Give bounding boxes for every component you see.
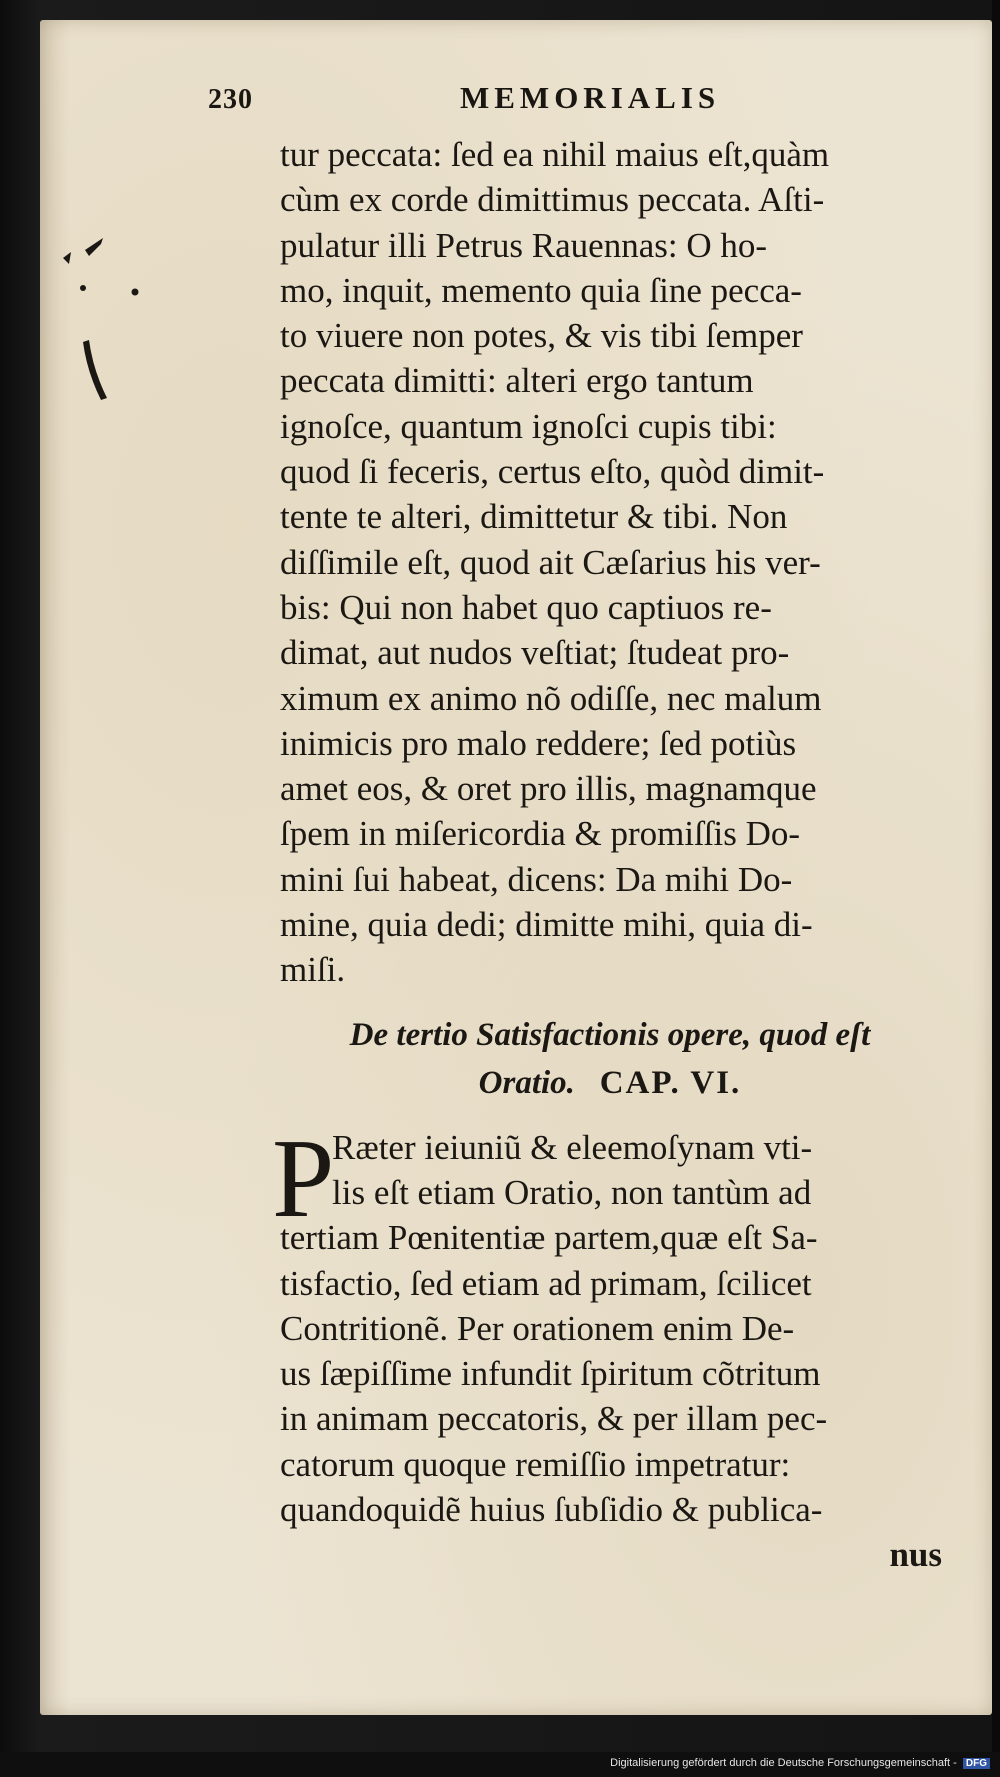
drop-cap: P (272, 1116, 335, 1241)
text-line: catorum quoque remiſſio impetratur: (280, 1444, 791, 1484)
text-line: mine, quia dedi; dimitte mihi, quia di- (280, 905, 813, 945)
text-line: tente te alteri, dimittetur & tibi. Non (280, 497, 788, 537)
text-line: tertiam Pœnitentiæ partem,quæ eſt Sa- (280, 1218, 818, 1258)
text-line: bis: Qui non habet quo captiuos re- (280, 587, 772, 627)
text-line: inimicis pro malo reddere; ſed potiùs (280, 723, 797, 763)
text-line: quandoquidẽ huius ſubſidio & publica- (280, 1490, 823, 1530)
text-line: to viuere non potes, & vis tibi ſemper (280, 316, 803, 356)
text-line: dimat, aut nudos veſtiat; ſtudeat pro- (280, 633, 790, 673)
text-line: Ræter ieiuniũ & eleemoſynam vti- (332, 1127, 813, 1167)
text-line: ſpem in miſericordia & promiſſis Do- (280, 814, 801, 854)
text-line: mini ſui habeat, dicens: Da mihi Do- (280, 859, 793, 899)
page-body (272, 132, 950, 1578)
running-head: MEMORIALIS (460, 80, 721, 115)
chapter-heading-subject: Oratio. (478, 1064, 575, 1101)
dfg-logo-icon: DFG (963, 1758, 990, 1769)
text-line: tisfactio, ſed etiam ad primam, ſcilicet (280, 1263, 812, 1303)
text-line: miſi. (280, 950, 346, 990)
chapter-heading-line-1: De tertio Satisfactionis opere, quod eſt (349, 1016, 871, 1053)
chapter-heading-line-2 (270, 1059, 950, 1107)
catchword: nus (889, 1535, 942, 1575)
marginal-ink-marks (55, 230, 145, 420)
paragraph-1 (280, 132, 950, 993)
footer-credit (610, 1757, 990, 1769)
text-line: mo, inquit, memento quia ſine pecca- (280, 270, 802, 310)
text-line: in animam peccatoris, & per illam pec- (280, 1399, 828, 1439)
text-line: pulatur illi Petrus Rauennas: O ho- (280, 225, 768, 265)
text-line: Contritionẽ. Per orationem enim De- (280, 1308, 795, 1348)
text-line: lis eſt etiam Oratio, non tantùm ad (332, 1172, 812, 1212)
text-line: ignoſce, quantum ignoſci cupis tibi: (280, 406, 777, 446)
text-line: cùm ex corde dimittimus peccata. Aſti- (280, 180, 825, 220)
text-line: peccata dimitti: alteri ergo tantum (280, 361, 754, 401)
chapter-heading (270, 1011, 950, 1107)
text-line: amet eos, & oret pro illis, magnamque (280, 769, 817, 809)
text-line: diſſimile eſt, quod ait Cæſarius his ver- (280, 542, 821, 582)
paragraph-2 (272, 1116, 950, 1578)
scan-right-edge (992, 0, 1000, 1777)
page-number: 230 (208, 84, 253, 115)
footer-credit-text: Digitalisierung gefördert durch die Deutsche Forschungsgemeinschaft - (610, 1757, 957, 1769)
text-line: quod ſi feceris, certus eſto, quòd dimit- (280, 452, 825, 492)
text-line: ximum ex animo nõ odiſſe, nec malum (280, 678, 822, 718)
text-line: tur peccata: ſed ea nihil maius eſt,quàm (280, 135, 830, 174)
chapter-number: CAP. VI. (599, 1064, 742, 1101)
text-line: us ſæpiſſime infundit ſpiritum cõtritum (280, 1354, 821, 1394)
